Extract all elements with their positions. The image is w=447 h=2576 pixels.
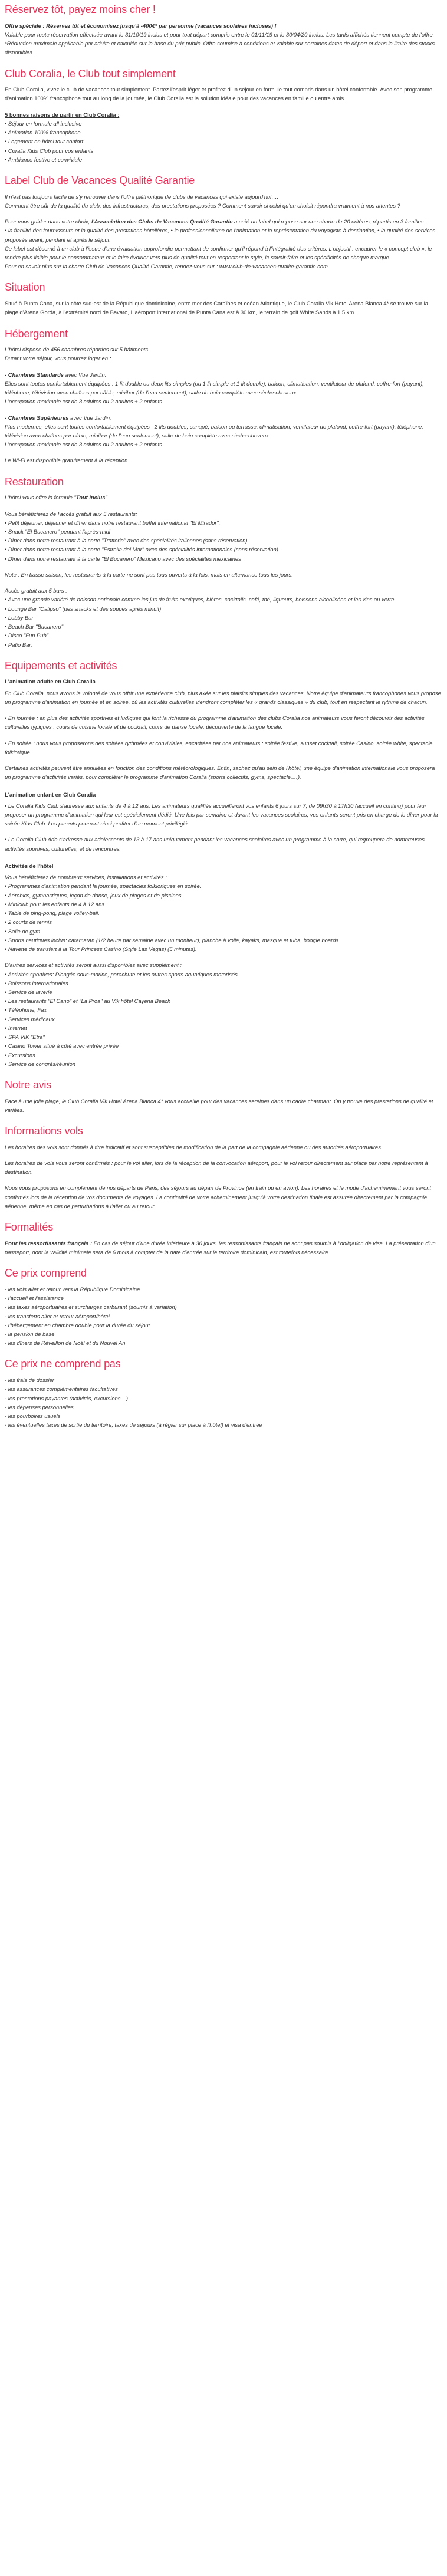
situation-text: Situé à Punta Cana, sur la côte sud-est de la République dominicaine, entre mer des Caraïbes et océan Atlantique, le Club Coralia Vik Hotel Arena Blanca 4* se trouve sur la plage d'Arena Gorda, à l'extrémité nord de Bavaro, L'aéroport international de Punta Cana est à 30 km, le terrain de golf White Sands à 1,5 km.	[5, 300, 428, 316]
label-intro-line-2: Comment être sûr de la qualité du club, des infrastructures, des prestations proposées ? Comment savoir si celui qu'on choisit répondra vraiment à nos attentes ?	[5, 202, 400, 209]
list-item: - les assurances complémentaires facultatives	[5, 1384, 442, 1393]
list-item: • Navette de transfert à la Tour Princess Casino (Style Las Vegas) (5 minutes).	[5, 945, 442, 953]
offer-text	[5, 21, 442, 57]
room-standard-description: Elles sont toutes confortablement équipées : 1 lit double ou deux lits simples (ou 1 lit simple et 1 lit double), balcon, climatisation, ventilateur de plafond, coffre-fort (payant), téléphone, télévision avec chaînes par câble, minibar (de l'eau seulement), salle de bain complète avec sèche-cheveux.	[5, 380, 424, 396]
hebergement-intro-line-2: Durant votre séjour, vous pourrez loger en :	[5, 355, 111, 362]
list-item: • Avec une grande variété de boisson nationale comme les jus de fruits exotiques, bières, cocktails, café, thé, liqueurs, boissons alcoolisées et les vins au verre	[5, 595, 442, 604]
club-reasons-list	[5, 119, 442, 164]
club-intro: En Club Coralia, vivez le club de vacances tout simplement. Partez l'esprit léger et profitez d'un séjour en formule tout compris dans un hôtel confortable. Avec son programme d'animation 100% francophone tout au long de la journée, le Club Coralia est la solution idéale pour des vacances en famille ou entre amis.	[5, 86, 433, 102]
hebergement-intro	[5, 345, 442, 363]
label-website-link[interactable]: Pour en savoir plus sur la charte Club de Vacances Qualité Garantie, rendez-vous sur : www.club-de-vacances-qualite-garantie.com	[5, 263, 328, 270]
section-title-notre-avis: Notre avis	[5, 1079, 52, 1091]
label-charter-text: a créé un label qui repose sur une charte de 20 critères, répartis en 3 familles :	[232, 218, 427, 225]
included-list	[5, 1285, 442, 1348]
anim-adult-day: • En journée : en plus des activités sportives et ludiques qui font la richesse du programme d'animation des clubs Coralia nos animateurs vous feront découvrir des activités culturelles typiques : cours de cuisine locale et de cocktail, cours de danse locale, découverte de la langue locale.	[5, 715, 425, 731]
section-title-situation: Situation	[5, 281, 45, 294]
section-restauration	[5, 476, 442, 649]
section-club	[5, 68, 442, 164]
list-item: • Dîner dans notre restaurant à la carte "El Bucanero" Mexicano avec des spécialités mexicaines	[5, 554, 442, 563]
label-intro	[5, 192, 442, 210]
wifi-note: Le Wi-Fi est disponible gratuitement à la réception.	[5, 457, 129, 464]
section-title-reserve: Réservez tôt, payez moins cher !	[5, 4, 156, 15]
formalites-text	[5, 1239, 442, 1256]
label-awarded: Ce label est décerné à un club à l'issue d'une évaluation approfondie permettant de confirmer qu'il répond à l'intégralité des critères. L'objectif : encadrer le « concept club », le rendre plus lisible pour le consommateur et le faire évoluer vers plus de qualité tout en respectant le style, le savoir-faire et les spécificités de chaque marque.	[5, 245, 432, 261]
excluded-list	[5, 1376, 442, 1429]
section-title-prix-comprend: Ce prix comprend	[5, 1267, 87, 1279]
section-title-equipements: Equipements et activités	[5, 659, 117, 672]
formalites-requirements: En cas de séjour d'une durée inférieure à 30 jours, les ressortissants français ne sont pas soumis à l'obligation de visa. La présentation d'un passeport, dont la validité minimale sera de 6 mois à compter de la date d'entrée sur le territoire dominicain, est toutefois nécessaire.	[5, 1239, 436, 1255]
hotel-activities-list	[5, 881, 442, 953]
room-standard	[5, 370, 442, 406]
label-guide-text: Pour vous guider dans votre choix,	[5, 218, 91, 225]
list-item: • Aérobics, gymnastiques, leçon de danse, jeux de plages et de piscines.	[5, 891, 442, 900]
club-reasons-title: 5 bonnes raisons de partir en Club Coralia :	[5, 111, 120, 118]
list-item: - les vols aller et retour vers la République Dominicaine	[5, 1285, 442, 1294]
anim-adult-evening: • En soirée : nous vous proposerons des soirées rythmées et conviviales, encadrées par nos animateurs : soirée festive, sunset cocktail, soirée Casino, soirée white, spectacle folklorique.	[5, 739, 433, 755]
list-item: - les dépenses personnelles	[5, 1403, 442, 1412]
hebergement-intro-line-1: L'hôtel dispose de 456 chambres réparties sur 5 bâtiments.	[5, 346, 150, 353]
list-item: • Table de ping-pong, plage volley-ball.	[5, 909, 442, 917]
list-item: • Téléphone, Fax	[5, 1005, 442, 1014]
section-title-prix-ne-comprend-pas: Ce prix ne comprend pas	[5, 1358, 121, 1370]
list-item: • 2 courts de tennis	[5, 917, 442, 926]
section-prix-ne-comprend-pas	[5, 1358, 442, 1429]
section-formalites	[5, 1221, 442, 1256]
room-standard-title: - Chambres Standards	[5, 371, 64, 378]
anim-kids-title: L'animation enfant en Club Coralia	[5, 791, 96, 798]
bars-intro: Accès gratuit aux 5 bars :	[5, 587, 67, 594]
section-equipements	[5, 660, 442, 1068]
list-item: • Logement en hôtel tout confort	[5, 137, 442, 146]
list-item: • Dîner dans notre restaurant à la carte "Estrella del Mar" avec des spécialités internationales (sans réservation).	[5, 545, 442, 554]
flights-schedule-note: Les horaires des vols sont donnés à titre indicatif et sont susceptibles de modification de la part de la compagnie aérienne ou des autorités aéroportuaires.	[5, 1143, 383, 1150]
extra-services-list	[5, 970, 442, 1069]
label-intro-line-1: Il n'est pas toujours facile de s'y retrouver dans l'offre pléthorique de clubs de vacances qui existe aujourd'hui….	[5, 193, 279, 200]
hotel-activities-title: Activités de l'hôtel	[5, 862, 54, 869]
room-superior-occupancy: L'occupation maximale est de 3 adultes ou 2 adultes + 2 enfants.	[5, 441, 164, 448]
list-item: • Services médicaux	[5, 1015, 442, 1024]
list-item: • Salle de gym.	[5, 927, 442, 936]
list-item: - l'accueil et l'assistance	[5, 1294, 442, 1302]
list-item: • Coralia Kids Club pour vos enfants	[5, 146, 442, 155]
list-item: - les prestations payantes (activités, excursions…)	[5, 1394, 442, 1403]
list-item: - les transferts aller et retour aéroport/hôtel	[5, 1312, 442, 1321]
section-label	[5, 175, 442, 271]
flights-province-note: Nous vous proposons en complément de nos départs de Paris, des séjours au départ de Province (en train ou en avion). Les horaires et le mode d'acheminement vous seront confirmés lors de la réception de vos documents de voyages. La continuité de votre acheminement jusqu'à votre destination finale est assurée directement par la compagnie aérienne, même en cas de perturbations à l'aller ou au retour.	[5, 1185, 432, 1209]
anim-adult-text: En Club Coralia, nous avons la volonté de vous offrir une expérience club, plus axée sur les plaisirs simples des vacances. Notre équipe d'animateurs francophones vous propose un programme d'animation en journée et en soirée, où les activités culturelles viendront compléter les « grands classiques » du club, tout en respectant le rythme de chacun.	[5, 689, 441, 705]
section-title-label: Label Club de Vacances Qualité Garantie	[5, 175, 195, 186]
offer-conditions: *Réduction maximale applicable par adulte et calculée sur la base du prix public. Offre soumise à conditions et valable sur certaines dates de départ et dans la limite des stocks disponibles.	[5, 40, 435, 56]
section-notre-avis	[5, 1079, 442, 1114]
restaurants-intro: Vous bénéficierez de l'accès gratuit aux 5 restaurants:	[5, 510, 137, 517]
section-title-informations-vols: Informations vols	[5, 1125, 83, 1137]
list-item: • Beach Bar "Bucanero"	[5, 622, 442, 631]
list-item: - les pourboires usuels	[5, 1412, 442, 1420]
list-item: • Dîner dans notre restaurant à la carte "Trattoria" avec des spécialités italiennes (sans réservation).	[5, 536, 442, 545]
section-hebergement	[5, 328, 442, 465]
formalites-nationality: Pour les ressortissants français :	[5, 1239, 92, 1246]
section-title-formalites: Formalités	[5, 1221, 54, 1233]
list-item: • Service de congrès/réunion	[5, 1060, 442, 1068]
list-item: • Petit déjeuner, déjeuner et dîner dans notre restaurant buffet international "El Mirador".	[5, 518, 442, 527]
list-item: - les éventuelles taxes de sortie du territoire, taxes de séjours (à régler sur place à l'hôtel) et visa d'entrée	[5, 1420, 442, 1429]
list-item: • Ambiance festive et conviviale	[5, 155, 442, 164]
label-details	[5, 217, 442, 271]
notre-avis-text: Face à une jolie plage, le Club Coralia Vik Hotel Arena Blanca 4* vous accueille pour des vacances sereines dans un cadre charmant. On y trouve des prestations de qualité et variées.	[5, 1097, 433, 1113]
list-item: - la pension de base	[5, 1330, 442, 1338]
list-item: - les taxes aéroportuaires et surcharges carburant (soumis à variation)	[5, 1302, 442, 1311]
room-superior-title: - Chambres Supérieures	[5, 414, 69, 421]
list-item: - les dîners de Réveillon de Noël et du Nouvel An	[5, 1338, 442, 1347]
list-item: • Séjour en formule all inclusive	[5, 119, 442, 128]
list-item: • Service de laverie	[5, 988, 442, 996]
list-item: • Animation 100% francophone	[5, 128, 442, 137]
restauration-formula	[5, 493, 442, 502]
flights-confirmation-note: Les horaires de vols vous seront confirmés : pour le vol aller, lors de la réception de la convocation aéroport, pour le vol retour directement sur place par notre représentant à destination.	[5, 1159, 428, 1176]
offer-title: Offre spéciale : Réservez tôt et économisez jusqu'à -400€* par personne (vacances scolaires incluses) !	[5, 22, 277, 29]
list-item: • Programmes d'animation pendant la journée, spectacles folkloriques en soirée.	[5, 881, 442, 890]
list-item: • Excursions	[5, 1051, 442, 1060]
list-item: • Activités sportives: Plongée sous-marine, parachute et les autres sports aquatiques motorisés	[5, 970, 442, 979]
label-criteria: • la fiabilité des fournisseurs et la qualité des prestations hôtelières, • le professionnalisme de l'animation et la représentation du voyagiste à destination, • la qualité des services proposés avant, pendant et après le séjour.	[5, 227, 436, 243]
list-item: • SPA VIK "Etra"	[5, 1032, 442, 1041]
list-item: • Miniclub pour les enfants de 4 à 12 ans	[5, 900, 442, 909]
section-title-restauration: Restauration	[5, 475, 64, 488]
room-superior-view: avec Vue Jardin.	[68, 414, 111, 421]
section-informations-vols	[5, 1125, 442, 1210]
label-association-name: l'Association des Clubs de Vacances Qualité Garantie	[91, 218, 233, 225]
list-item: • Lounge Bar "Calipso" (des snacks et des soupes après minuit)	[5, 604, 442, 613]
anim-kids-club: • Le Coralia Kids Club s'adresse aux enfants de 4 à 12 ans. Les animateurs qualifiés accueilleront vos enfants 6 jours sur 7, de 09h30 à 17h30 (accueil en continu) pour leur proposer un programme d'animation qui leur est spécialement dédié. Une fois par semaine et durant les vacances scolaires, vos enfants seront pris en charge de le dîner pour la soirée Kids Club. Les parents pourront ainsi profiter d'un moment privilégié.	[5, 802, 438, 827]
list-item: • Boissons internationales	[5, 979, 442, 988]
bars-list	[5, 595, 442, 649]
formula-prefix: L'hôtel vous offre la formule "	[5, 494, 76, 501]
list-item: • Lobby Bar	[5, 613, 442, 622]
room-standard-occupancy: L'occupation maximale est de 3 adultes ou 2 adultes + 2 enfants.	[5, 398, 164, 405]
extra-services-intro: D'autres services et activités seront aussi disponibles avec supplément :	[5, 962, 182, 969]
restaurants-note: Note : En basse saison, les restaurants à la carte ne sont pas tous ouverts à la fois, mais en alternance tous les jours.	[5, 571, 293, 578]
list-item: • Casino Tower situé à côté avec entrée privée	[5, 1041, 442, 1050]
list-item: - l'hébergement en chambre double pour la durée du séjour	[5, 1321, 442, 1330]
section-title-hebergement: Hébergement	[5, 327, 68, 340]
formula-suffix: ".	[105, 494, 109, 501]
section-title-club: Club Coralia, le Club tout simplement	[5, 67, 176, 80]
section-reserve	[5, 4, 442, 57]
list-item: • Les restaurants "El Cano" et "La Proa" au Vik hôtel Cayena Beach	[5, 996, 442, 1005]
hotel-activities-intro: Vous bénéficierez de nombreux services, installations et activités :	[5, 874, 167, 881]
section-situation	[5, 281, 442, 317]
list-item: • Internet	[5, 1024, 442, 1032]
list-item: - les frais de dossier	[5, 1376, 442, 1384]
list-item: • Sports nautiques inclus: catamaran (1/2 heure par semaine avec un moniteur), planche à voile, kayaks, masque et tuba, boogie boards.	[5, 936, 442, 945]
restaurants-list	[5, 518, 442, 563]
room-standard-view: avec Vue Jardin.	[64, 371, 107, 378]
anim-adult-title: L'animation adulte en Club Coralia	[5, 678, 96, 685]
room-superior-description: Plus modernes, elles sont toutes confortablement équipées : 2 lits doubles, canapé, balcon ou terrasse, climatisation, ventilateur de plafond, coffre-fort (payant), téléphone, télévision avec chaînes par câble, minibar (de l'eau seulement), salle de bain complète avec sèche-cheveux.	[5, 423, 423, 439]
anim-adult-weather: Certaines activités peuvent être annulées en fonction des conditions météorologiques. Enfin, sachez qu'au sein de l'hôtel, une équipe d'animation internationale vous proposera un programme d'activités variés, pour compléter le programme d'animation Coralia (sports collectifs, gyms, spectacle,…).	[5, 765, 435, 781]
offer-validity: Valable pour toute réservation effectuée avant le 31/10/19 inclus et pour tout départ compris entre le 01/11/19 et le 30/04/20 inclus. Les tarifs affichés tiennent compte de l'offre.	[5, 31, 435, 38]
list-item: • Patio Bar.	[5, 640, 442, 649]
room-superior	[5, 413, 442, 449]
anim-teens-club: • Le Coralia Club Ado s'adresse aux adolescents de 13 à 17 ans uniquement pendant les vacances scolaires avec un programme à la carte, qui regroupera de nombreuses activités sportives, culturelles, et de rencontres.	[5, 836, 425, 852]
list-item: • Snack "El Bucanero" pendant l'après-midi	[5, 527, 442, 536]
list-item: • Disco "Fun Pub".	[5, 631, 442, 640]
formula-name: Tout inclus	[75, 494, 106, 501]
section-prix-comprend	[5, 1267, 442, 1347]
